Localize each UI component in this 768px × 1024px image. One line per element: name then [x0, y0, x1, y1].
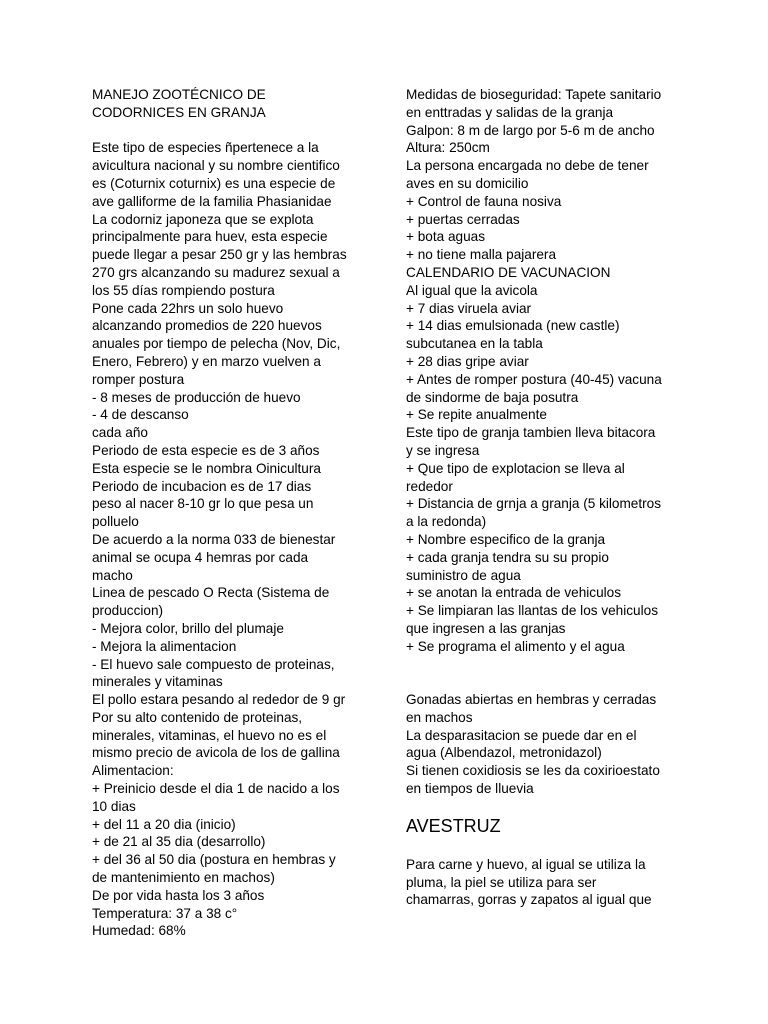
text-line: chamarras, gorras y zapatos al igual que	[406, 892, 652, 908]
text-line: + del 11 a 20 dia (inicio)	[92, 816, 236, 832]
text-line: Este tipo de granja tambien lleva bitacora	[406, 425, 656, 441]
paragraph-gap	[406, 656, 696, 692]
text-line: Humedad: 68%	[92, 923, 186, 939]
text-line: Al igual que la avicola	[406, 282, 538, 298]
text-line: + Distancia de grnja a granja (5 kilometros	[406, 496, 662, 512]
left-column	[92, 86, 372, 940]
left-body	[92, 139, 372, 940]
text-line: minerales y vitaminas	[92, 674, 223, 690]
text-line: El pollo estara pesando al rededor de 9 gr	[92, 692, 346, 708]
right-column	[406, 86, 696, 909]
text-line: + se anotan la entrada de vehiculos	[406, 585, 622, 601]
text-line: polluelo	[92, 514, 139, 530]
text-line: anuales por tiempo de pelecha (Nov, Dic,	[92, 336, 341, 352]
text-line: La desparasitacion se puede dar en el	[406, 727, 637, 743]
text-line: - 8 meses de producción de huevo	[92, 389, 301, 405]
text-line: produccion)	[92, 603, 164, 619]
text-line: a la redonda)	[406, 514, 487, 530]
text-line: Este tipo de especies ñpertenece a la	[92, 140, 319, 156]
text-line: + Se repite anualmente	[406, 407, 547, 423]
text-line: + Control de fauna nosiva	[406, 193, 562, 209]
text-line: Pone cada 22hrs un solo huevo	[92, 300, 284, 316]
text-line: minerales, vitaminas, el huevo no es el	[92, 727, 327, 743]
text-line: + Preinicio desde el dia 1 de nacido a los	[92, 781, 340, 797]
text-line: Galpon: 8 m de largo por 5-6 m de ancho	[406, 122, 655, 138]
text-line: + 7 dias viruela aviar	[406, 300, 532, 316]
title-line: CODORNICES EN GRANJA	[92, 104, 266, 120]
section-heading-avestruz: AVESTRUZ	[406, 815, 501, 836]
text-line: en machos	[406, 709, 473, 725]
text-line: cada año	[92, 425, 148, 441]
text-line: + cada granja tendra su su propio	[406, 549, 609, 565]
text-line: 10 dias	[92, 798, 136, 814]
text-line: ave galliforme de la familia Phasianidae	[92, 193, 332, 209]
text-line: Para carne y huevo, al igual se utiliza la	[406, 856, 646, 872]
text-line: que ingresen a las granjas	[406, 620, 566, 636]
text-line: es (Coturnix coturnix) es una especie de	[92, 175, 336, 191]
text-line: CALENDARIO DE VACUNACION	[406, 264, 611, 280]
text-line: + de 21 al 35 dia (desarrollo)	[92, 834, 266, 850]
text-line: + Se programa el alimento y el agua	[406, 638, 625, 654]
text-line: en enttradas y salidas de la granja	[406, 104, 614, 120]
text-line: Periodo de incubacion es de 17 dias	[92, 478, 312, 494]
paragraph-gap	[92, 122, 372, 140]
title-line: MANEJO ZOOTÉCNICO DE	[92, 87, 266, 102]
text-line: + Se limpiaran las llantas de los vehiculos	[406, 603, 658, 619]
document-title	[92, 86, 372, 122]
text-line: + Antes de romper postura (40-45) vacuna	[406, 371, 662, 387]
text-line: La codorniz japoneza que se explota	[92, 211, 314, 227]
text-line: - Mejora color, brillo del plumaje	[92, 620, 284, 636]
text-line: - Mejora la alimentacion	[92, 638, 237, 654]
text-line: Medidas de bioseguridad: Tapete sanitario	[406, 87, 662, 102]
text-line: + puertas cerradas	[406, 211, 520, 227]
text-line: en tiempos de lluevia	[406, 781, 534, 797]
text-line: Enero, Febrero) y en marzo vuelven a	[92, 353, 321, 369]
text-line: + Nombre especifico de la granja	[406, 531, 606, 547]
text-line: pluma, la piel se utiliza para ser	[406, 874, 597, 890]
text-line: Alimentacion:	[92, 763, 174, 779]
text-line: - El huevo sale compuesto de proteinas,	[92, 656, 335, 672]
text-line: De acuerdo a la norma 033 de bienestar	[92, 531, 336, 547]
text-line: + 28 dias gripe aviar	[406, 353, 529, 369]
text-line: alcanzando promedios de 220 huevos	[92, 318, 322, 334]
text-line: + no tiene malla pajarera	[406, 247, 557, 263]
text-line: principalmente para huev, esta especie	[92, 229, 328, 245]
text-line: De por vida hasta los 3 años	[92, 887, 265, 903]
text-line: Periodo de esta especie es de 3 años	[92, 442, 320, 458]
text-line: + 14 dias emulsionada (new castle)	[406, 318, 620, 334]
text-line: aves en su domicilio	[406, 175, 529, 191]
text-line: - 4 de descanso	[92, 407, 189, 423]
text-line: La persona encargada no debe de tener	[406, 158, 649, 174]
text-line: puede llegar a pesar 250 gr y las hembras	[92, 247, 347, 263]
text-line: romper postura	[92, 371, 185, 387]
text-line: y se ingresa	[406, 442, 480, 458]
text-line: mismo precio de avicola de los de gallina	[92, 745, 340, 761]
text-line: Esta especie se le nombra Oinicultura	[92, 460, 321, 476]
text-line: agua (Albendazol, metronidazol)	[406, 745, 602, 761]
text-line: avicultura nacional y su nombre cientifico	[92, 158, 340, 174]
text-line: Linea de pescado O Recta (Sistema de	[92, 585, 330, 601]
text-line: Por su alto contenido de proteinas,	[92, 709, 303, 725]
text-line: + Que tipo de explotacion se lleva al	[406, 460, 625, 476]
text-line: macho	[92, 567, 133, 583]
text-line: suministro de agua	[406, 567, 521, 583]
text-line: Si tienen coxidiosis se les da coxirioestato	[406, 763, 660, 779]
avestruz-section	[406, 856, 696, 909]
text-line: de mantenimiento en machos)	[92, 870, 275, 886]
text-line: animal se ocupa 4 hemras por cada	[92, 549, 309, 565]
text-line: 270 grs alcanzando su madurez sexual a	[92, 264, 340, 280]
text-line: Temperatura: 37 a 38 c°	[92, 905, 238, 921]
text-line: peso al nacer 8-10 gr lo que pesa un	[92, 496, 314, 512]
text-line: de sindorme de baja posutra	[406, 389, 579, 405]
text-line: subcutanea en la tabla	[406, 336, 543, 352]
biosecurity-section	[406, 86, 696, 656]
text-line: los 55 días rompiendo postura	[92, 282, 275, 298]
text-line: + del 36 al 50 dia (postura en hembras y	[92, 852, 336, 868]
health-section	[406, 691, 696, 798]
text-line: + bota aguas	[406, 229, 485, 245]
text-line: Altura: 250cm	[406, 140, 490, 156]
text-line: Gonadas abiertas en hembras y cerradas	[406, 692, 657, 708]
text-line: rededor	[406, 478, 453, 494]
